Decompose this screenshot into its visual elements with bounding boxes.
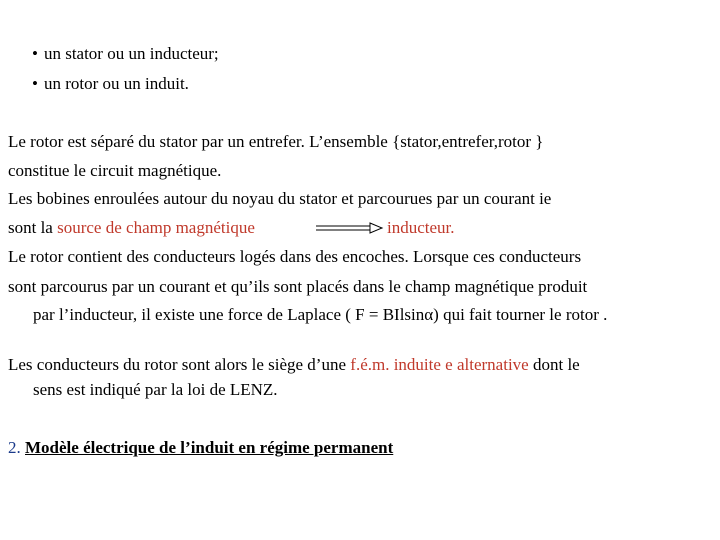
para2-line4 <box>8 355 580 375</box>
bullet-item-rotor <box>32 74 189 94</box>
source-champ-magnetique-text: source de champ magnétique <box>57 218 255 237</box>
fem-induite-text: f.é.m. induite e alternative <box>350 355 529 374</box>
implies-arrow-icon <box>314 221 384 235</box>
bullet-item-stator <box>32 44 219 64</box>
section-number: 2. <box>8 438 25 457</box>
para1-line1: Le rotor est séparé du stator par un entrefer. L’ensemble {stator,entrefer,rotor } <box>8 132 544 151</box>
para2-line4-suffix: dont le <box>528 355 580 374</box>
bullet-mark: • <box>32 44 38 63</box>
para2-line1: Le rotor contient des conducteurs logés dans des encoches. Lorsque ces conducteurs <box>8 247 582 266</box>
para2-line5: sens est indiqué par la loi de LENZ. <box>33 380 278 399</box>
para2-line4-prefix: Les conducteurs du rotor sont alors le siège d’une <box>8 355 351 374</box>
para1-line3: Les bobines enroulées autour du noyau du stator et parcourues par un courant ie <box>8 189 552 208</box>
bullet-text: un stator ou un inducteur; <box>43 44 219 63</box>
para1-line4 <box>8 218 255 238</box>
para1-line4-prefix: sont la <box>8 218 58 237</box>
inducteur-text: inducteur. <box>387 218 455 237</box>
para2-line2: sont parcourus par un courant et qu’ils sont placés dans le champ magnétique produit <box>8 277 588 296</box>
bullet-mark: • <box>32 74 38 93</box>
para1-line2: constitue le circuit magnétique. <box>8 161 222 180</box>
bullet-text: un rotor ou un induit. <box>43 74 189 93</box>
section-title: Modèle électrique de l’induit en régime permanent <box>25 438 394 457</box>
section-heading <box>8 438 393 458</box>
para2-line3: par l’inducteur, il existe une force de Laplace ( F = BIlsinα) qui fait tourner le rotor . <box>33 305 608 324</box>
